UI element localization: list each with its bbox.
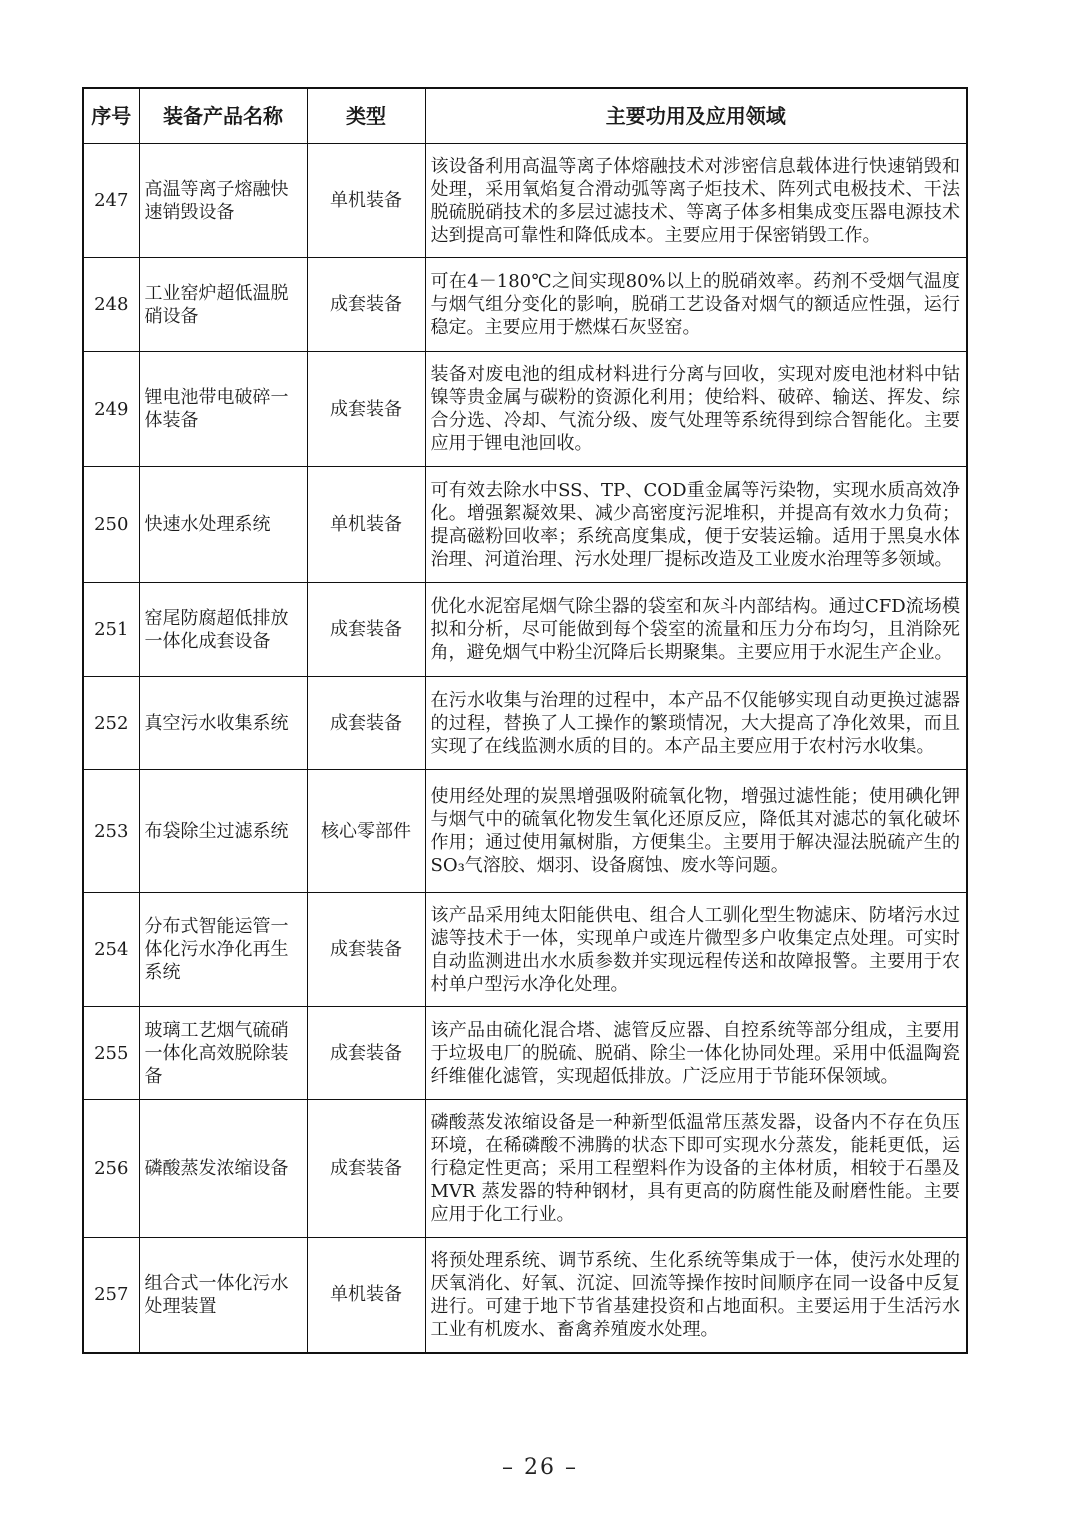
equipment-table xyxy=(82,87,968,1354)
row-number: 251 xyxy=(83,583,139,677)
table-row xyxy=(83,770,967,893)
product-description: 该设备利用高温等离子体熔融技术对涉密信息载体进行快速销毁和处理，采用氧焰复合滑动弧等离子炬技术、阵列式电极技术、干法脱硫脱硝技术的多层过滤技术、等离子体多相集成变压器电源技术达到提高可靠性和降低成本。主要应用于保密销毁工作。 xyxy=(425,144,967,258)
row-number: 255 xyxy=(83,1007,139,1100)
product-type: 核心零部件 xyxy=(307,770,425,893)
product-type: 成套装备 xyxy=(307,583,425,677)
product-description: 优化水泥窑尾烟气除尘器的袋室和灰斗内部结构。通过CFD流场模拟和分析，尽可能做到每个袋室的流量和压力分布均匀，且消除死角，避免烟气中粉尘沉降后长期聚集。主要应用于水泥生产企业。 xyxy=(425,583,967,677)
row-number: 254 xyxy=(83,893,139,1007)
product-name: 快速水处理系统 xyxy=(139,467,307,583)
row-number: 249 xyxy=(83,352,139,467)
product-name: 锂电池带电破碎一体装备 xyxy=(139,352,307,467)
product-type: 成套装备 xyxy=(307,352,425,467)
table-row xyxy=(83,1100,967,1238)
product-type: 单机装备 xyxy=(307,467,425,583)
table-row xyxy=(83,893,967,1007)
page-number: – 26 – xyxy=(502,1455,578,1480)
header-number: 序号 xyxy=(83,88,139,144)
product-type: 成套装备 xyxy=(307,258,425,352)
product-description: 使用经处理的炭黑增强吸附硫氧化物，增强过滤性能；使用碘化钾与烟气中的硫氧化物发生氧化还原反应，降低其对滤芯的氧化破坏作用；通过使用氟树脂，方便集尘。主要用于解决湿法脱硫产生的SO₃气溶胶、烟羽、设备腐蚀、废水等问题。 xyxy=(425,770,967,893)
product-name: 布袋除尘过滤系统 xyxy=(139,770,307,893)
product-type: 成套装备 xyxy=(307,1100,425,1238)
table-row xyxy=(83,1007,967,1100)
header-description: 主要功用及应用领域 xyxy=(425,88,967,144)
row-number: 248 xyxy=(83,258,139,352)
row-number: 247 xyxy=(83,144,139,258)
table-row xyxy=(83,258,967,352)
product-description: 可有效去除水中SS、TP、COD重金属等污染物，实现水质高效净化。增强絮凝效果、减少高密度污泥堆积，并提高有效水力负荷；提高磁粉回收率；系统高度集成，便于安装运输。适用于黑臭水体治理、河道治理、污水处理厂提标改造及工业废水治理等多领域。 xyxy=(425,467,967,583)
product-description: 该产品由硫化混合塔、滤管反应器、自控系统等部分组成，主要用于垃圾电厂的脱硫、脱硝、除尘一体化协同处理。采用中低温陶瓷纤维催化滤管，实现超低排放。广泛应用于节能环保领域。 xyxy=(425,1007,967,1100)
product-name: 窑尾防腐超低排放一体化成套设备 xyxy=(139,583,307,677)
product-name: 组合式一体化污水处理装置 xyxy=(139,1238,307,1353)
row-number: 253 xyxy=(83,770,139,893)
product-description: 将预处理系统、调节系统、生化系统等集成于一体，使污水处理的厌氧消化、好氧、沉淀、回流等操作按时间顺序在同一设备中反复进行。可建于地下节省基建投资和占地面积。主要运用于生活污水工业有机废水、畜禽养殖废水处理。 xyxy=(425,1238,967,1353)
row-number: 257 xyxy=(83,1238,139,1353)
product-name: 玻璃工艺烟气硫硝一体化高效脱除装备 xyxy=(139,1007,307,1100)
product-description: 该产品采用纯太阳能供电、组合人工驯化型生物滤床、防堵污水过滤等技术于一体，实现单户或连片微型多户收集定点处理。可实时自动监测进出水水质参数并实现远程传送和故障报警。主要用于农村单户型污水净化处理。 xyxy=(425,893,967,1007)
header-type: 类型 xyxy=(307,88,425,144)
product-type: 成套装备 xyxy=(307,893,425,1007)
product-name: 分布式智能运管一体化污水净化再生系统 xyxy=(139,893,307,1007)
table-row xyxy=(83,677,967,770)
product-name: 真空污水收集系统 xyxy=(139,677,307,770)
product-type: 成套装备 xyxy=(307,1007,425,1100)
table-row xyxy=(83,583,967,677)
row-number: 250 xyxy=(83,467,139,583)
product-type: 单机装备 xyxy=(307,1238,425,1353)
product-description: 装备对废电池的组成材料进行分离与回收，实现对废电池材料中钴镍等贵金属与碳粉的资源化利用；使给料、破碎、输送、挥发、综合分选、冷却、气流分级、废气处理等系统得到综合智能化。主要应用于锂电池回收。 xyxy=(425,352,967,467)
table-row xyxy=(83,467,967,583)
product-type: 成套装备 xyxy=(307,677,425,770)
table-header-row xyxy=(83,88,967,144)
product-name: 工业窑炉超低温脱硝设备 xyxy=(139,258,307,352)
product-description: 在污水收集与治理的过程中，本产品不仅能够实现自动更换过滤器的过程，替换了人工操作的繁琐情况，大大提高了净化效果，而且实现了在线监测水质的目的。本产品主要应用于农村污水收集。 xyxy=(425,677,967,770)
row-number: 256 xyxy=(83,1100,139,1238)
product-name: 磷酸蒸发浓缩设备 xyxy=(139,1100,307,1238)
table-row xyxy=(83,1238,967,1353)
product-type: 单机装备 xyxy=(307,144,425,258)
header-product-name: 装备产品名称 xyxy=(139,88,307,144)
product-description: 可在4－180℃之间实现80%以上的脱硝效率。药剂不受烟气温度与烟气组分变化的影响，脱硝工艺设备对烟气的额适应性强，运行稳定。主要应用于燃煤石灰竖窑。 xyxy=(425,258,967,352)
row-number: 252 xyxy=(83,677,139,770)
table-row xyxy=(83,352,967,467)
table-row xyxy=(83,144,967,258)
product-name: 高温等离子熔融快速销毁设备 xyxy=(139,144,307,258)
product-description: 磷酸蒸发浓缩设备是一种新型低温常压蒸发器，设备内不存在负压环境，在稀磷酸不沸腾的状态下即可实现水分蒸发，能耗更低，运行稳定性更高；采用工程塑料作为设备的主体材质，相较于石墨及MVR 蒸发器的特种钢材，具有更高的防腐性能及耐磨性能。主要应用于化工行业。 xyxy=(425,1100,967,1238)
